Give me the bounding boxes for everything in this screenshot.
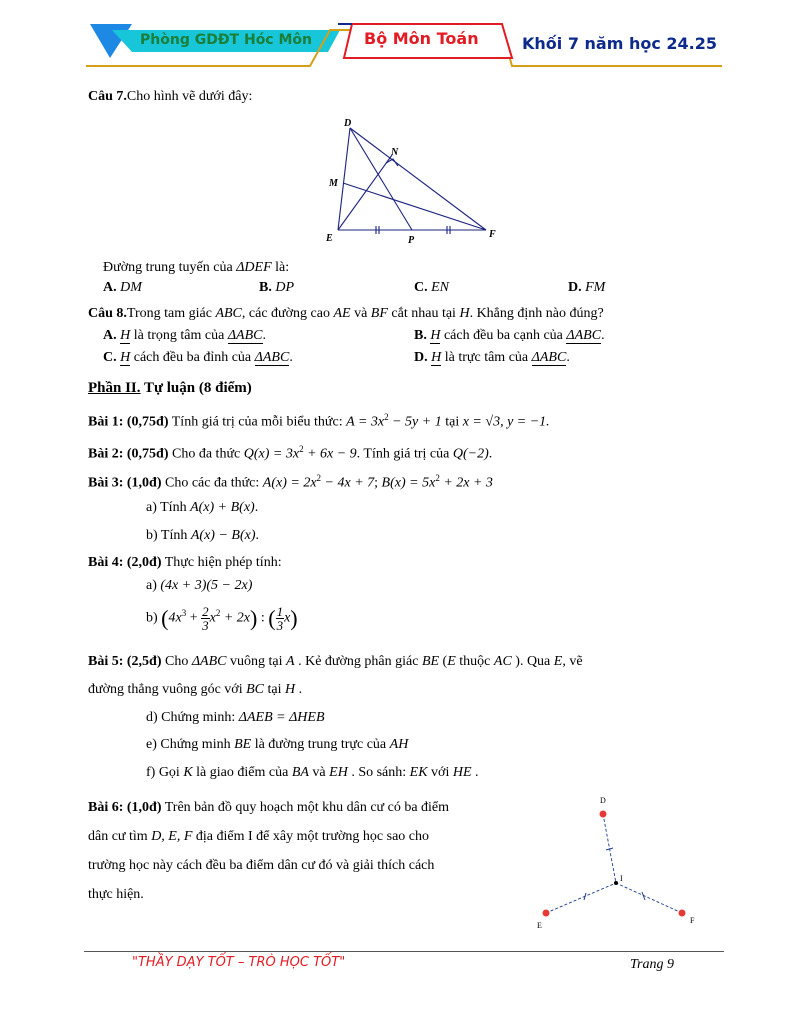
bai6-point-f [679, 910, 686, 917]
q7-heading [88, 89, 252, 105]
q7-option-value: FM [585, 280, 606, 295]
bai6-point-i [614, 881, 618, 885]
q7-option-c[interactable] [414, 280, 449, 296]
bai1-text: Tính giá trị của mỗi biểu thức: [168, 414, 347, 430]
q8-option-h: H [120, 350, 131, 365]
bai6-l1: Trên bản đồ quy hoạch một khu dân cư có ba điểm [161, 800, 450, 815]
q8-option-key: B. [414, 328, 427, 343]
bai3-sub-b-pre: b) Tính [146, 528, 191, 543]
bai5-math: BA [291, 765, 309, 780]
q8-option-text: cách đều ba đỉnh của [130, 350, 255, 365]
bai6-label: Bài 6: (1,0đ) [88, 800, 162, 815]
bai5-math: BE [421, 654, 440, 669]
bai5-text: vuông tại [226, 654, 287, 669]
bai3-b [146, 528, 259, 544]
bai4-a-pre: a) [146, 578, 161, 593]
bai5-f-end: . [471, 765, 479, 780]
q8-option-key: D. [414, 350, 428, 365]
bai6-line4: thực hiện. [88, 887, 144, 902]
bai5-e-pre: e) Chứng minh [146, 737, 235, 752]
bai5-math: AH [389, 737, 409, 752]
q7-label-f: F [489, 229, 496, 240]
q7-prompt [103, 260, 289, 276]
q7-side-de [338, 128, 350, 230]
bai2-label: Bài 2: (0,75đ) [88, 446, 169, 462]
bai4-plus: + [186, 610, 202, 626]
bai6-label-f: F [690, 916, 695, 925]
q8-option-end: . [262, 328, 266, 343]
bai4-frac-den: 3 [276, 618, 284, 633]
bai5-f-pre: f) Gọi [146, 765, 184, 780]
bai4-b-x: x [284, 610, 291, 626]
q8-label: Câu 8. [88, 306, 127, 321]
q8-option-text: là trọng tâm của [130, 328, 228, 343]
bai1: Bài 1: (0,75đ) Tính giá trị của mỗi biểu thức: $A = 3x^2 - 5y + 1$ tại x = √3, y = −1. [88, 412, 550, 430]
bai2-poly-rest: + 6x − 9 [303, 446, 357, 462]
bai3-a-poly: A(x) = 2x [262, 475, 317, 491]
q7-option-key: D. [568, 280, 582, 295]
bai6-point-d [600, 811, 607, 818]
bai3-label: Bài 3: (1,0đ) [88, 475, 162, 491]
bai3-sep: ; [374, 475, 382, 491]
bai4-div: : [257, 610, 269, 626]
bai5-text: ). Qua [511, 654, 554, 669]
bai3: Bài 3: (1,0đ) Cho các đa thức: $A(x) = 2x^2 - 4x + 7$; $B(x) = 5x^2 + 2x + 3$ [88, 473, 493, 491]
bai1-label: Bài 1: (0,75đ) [88, 414, 169, 430]
bai4-b-term: 4x [168, 610, 182, 626]
bai4-b-x: x [209, 610, 216, 626]
bai6-line1 [88, 793, 520, 822]
bai5-text: . [295, 682, 303, 697]
q7-option-value: EN [431, 280, 450, 295]
bai5-math: A [286, 654, 295, 669]
bai4-frac-num: 2 [202, 604, 209, 619]
q7-option-b[interactable] [259, 280, 294, 296]
q7-label: Câu 7. [88, 89, 127, 104]
bai4-paren-close: ) [290, 605, 298, 631]
q8-text: , các đường cao [241, 306, 334, 321]
bai2-text: Cho đa thức [168, 446, 244, 462]
bai5-d [146, 710, 325, 726]
bai5-math: H [285, 682, 296, 697]
q7-label-d: D [344, 118, 352, 129]
footer-rule [84, 951, 724, 952]
bai5-f-mid: là giao điểm của [192, 765, 292, 780]
q7-option-key: B. [259, 280, 272, 295]
bai4-paren-open: ( [268, 605, 276, 631]
q7-label-n: N [391, 147, 399, 158]
bai5-math: BC [246, 682, 264, 697]
q8-option-triangle: ΔABC [227, 328, 263, 343]
bai5-text: ( [439, 654, 448, 669]
header-subject: Bộ Môn Toán [364, 29, 479, 48]
bai5-math: K [183, 765, 193, 780]
page-header [82, 18, 722, 70]
bai5-math: AC [493, 654, 512, 669]
bai6-line2 [88, 822, 520, 851]
q8-text: và [350, 306, 371, 321]
bai4-frac-2-3 [201, 605, 210, 632]
q7-option-value: DP [275, 280, 295, 295]
q8-option-text: cách đều ba cạnh của [440, 328, 567, 343]
q7-prompt-pre: Đường trung tuyến của [103, 260, 237, 275]
bai1-expr-a: A [346, 414, 355, 430]
bai6-text [88, 793, 520, 909]
bai5-math: EH [329, 765, 348, 780]
bai6-points: D, E, F [151, 829, 193, 844]
bai3-b-poly: B(x) = 5x [381, 475, 436, 491]
footer-slogan: "THẦY DẠY TỐT – TRÒ HỌC TỐT" [132, 955, 346, 970]
bai5-label: Bài 5: (2,5đ) [88, 654, 162, 669]
bai4-frac-num: 1 [276, 604, 284, 619]
bai4-text: Thực hiện phép tính: [161, 555, 282, 570]
q8-math: AE [333, 306, 351, 321]
bai5-d-expr: ΔAEB = ΔHEB [238, 710, 325, 725]
bai6-figure [530, 792, 710, 932]
bai5-text: đường thẳng vuông góc với [88, 682, 247, 697]
header-department: Phòng GDĐT Hóc Môn [140, 32, 312, 48]
bai3-sub-a-pre: a) Tính [146, 500, 191, 515]
bai3-text: Cho các đa thức: [161, 475, 263, 491]
bai5-text: thuộc [455, 654, 494, 669]
q8-option-end: . [566, 350, 570, 365]
part2-heading [88, 380, 252, 397]
bai5-math: ΔABC [191, 654, 227, 669]
bai6-label-d: D [600, 796, 606, 805]
bai2: Bài 2: (0,75đ) Cho đa thức $Q(x) = 3x^2 + 6x - 9$. Tính giá trị của Q(−2). [88, 444, 493, 462]
bai2-poly: Q(x) = 3x [243, 446, 300, 462]
bai1-expr-eq: = 3x [354, 414, 385, 430]
q7-seg-fm [343, 183, 486, 230]
q8-math: H [459, 306, 470, 321]
bai5-math: BE [234, 737, 252, 752]
bai5-line2 [88, 682, 302, 698]
q8-option-h: H [430, 328, 441, 343]
q8-option-triangle: ΔABC [566, 328, 602, 343]
bai5-f-cmp: . So sánh: [347, 765, 410, 780]
q7-prompt-post: là: [271, 260, 290, 275]
bai2-text: . Tính giá trị của [356, 446, 453, 462]
q7-option-d[interactable] [568, 280, 605, 296]
part2-label: Phần II. [88, 380, 141, 396]
bai5-f-and: và [308, 765, 330, 780]
bai4-frac-1-3 [276, 605, 285, 632]
bai3-a-rest: − 4x + 7 [321, 475, 375, 491]
bai1-at: tại [441, 414, 463, 430]
bai4-a-expr: (4x + 3)(5 − 2x) [160, 578, 253, 593]
bai5-math: HE [452, 765, 472, 780]
bai4-b-pre: b) [146, 610, 162, 626]
q7-option-key: A. [103, 280, 117, 295]
q8-text: . Khẳng định nào đúng? [469, 306, 604, 321]
bai3-a [146, 500, 258, 516]
bai6-l2-pre: dân cư tìm [88, 829, 152, 844]
q8-option-h: H [120, 328, 131, 343]
q8-option-b[interactable] [414, 328, 605, 344]
bai6-label-e: E [537, 921, 542, 930]
bai4-b-tail: + 2x [220, 610, 251, 626]
q7-prompt-triangle: ΔDEF [236, 260, 272, 275]
bai6-label-i: I [620, 874, 623, 883]
bai4-label: Bài 4: (2,0đ) [88, 555, 162, 570]
bai3-sub-b-expr: A(x) − B(x) [190, 528, 256, 543]
q7-side-df [350, 128, 486, 230]
q8-text: Trong tam giác [126, 306, 216, 321]
q8-stem [88, 306, 604, 322]
bai1-condition: x = √3, y = −1. [462, 414, 550, 430]
q8-math: BF [370, 306, 388, 321]
bai4-paren-close: ) [250, 605, 258, 631]
bai5-math: EK [409, 765, 428, 780]
bai5-text: tại [264, 682, 285, 697]
bai5-text: , vẽ [562, 654, 583, 669]
bai6-line3: trường học này cách đều ba điểm dân cư đó và giải thích cách [88, 858, 435, 873]
bai4-paren-open: ( [161, 605, 169, 631]
bai5-e-mid: là đường trung trực của [251, 737, 390, 752]
bai6-seg-ei [546, 883, 616, 913]
bai5-math: E [553, 654, 563, 669]
q8-option-h: H [431, 350, 442, 365]
q8-option-key: C. [103, 350, 117, 365]
q8-text: cắt nhau tại [387, 306, 460, 321]
bai5-f-with: với [427, 765, 453, 780]
q8-option-triangle: ΔABC [531, 350, 567, 365]
q7-label-p: P [408, 235, 415, 246]
q7-option-a[interactable] [103, 280, 142, 296]
bai4-frac-den: 3 [202, 618, 209, 633]
q7-label-e: E [326, 233, 333, 244]
bai4-exp: 3 [181, 608, 187, 619]
q8-option-a[interactable] [103, 328, 266, 344]
bai5-math: E [447, 654, 456, 669]
bai6-seg-fi [616, 883, 682, 913]
q8-option-c[interactable] [103, 350, 293, 366]
part2-title: Tự luận (8 điểm) [140, 380, 252, 396]
bai6-point-e [543, 910, 550, 917]
bai2-end: . [488, 446, 493, 462]
q8-option-key: A. [103, 328, 117, 343]
q7-label-m: M [329, 178, 338, 189]
bai4 [88, 555, 282, 571]
header-grade: Khối 7 năm học 24.25 [522, 34, 718, 53]
bai3-b-rest: + 2x + 3 [439, 475, 493, 491]
q8-option-d[interactable] [414, 350, 570, 366]
q8-option-text: là trực tâm của [441, 350, 532, 365]
bai3-sub-a-expr: A(x) + B(x) [190, 500, 255, 515]
bai5-text: Cho [161, 654, 192, 669]
bai4-exp: 2 [215, 608, 221, 619]
q7-seg-en [338, 155, 392, 230]
bai5-line1 [88, 654, 583, 670]
q8-option-triangle: ΔABC [254, 350, 290, 365]
q8-option-end: . [289, 350, 293, 365]
q7-text: Cho hình vẽ dưới đây: [126, 89, 253, 104]
bai5-f [146, 765, 479, 781]
bai5-d-pre: d) Chứng minh: [146, 710, 239, 725]
q8-option-end: . [601, 328, 605, 343]
bai5-e [146, 737, 408, 753]
bai1-expr-rest: − 5y + 1 [388, 414, 442, 430]
bai2-value: Q(−2) [452, 446, 489, 462]
q8-math: ABC [215, 306, 242, 321]
q7-option-key: C. [414, 280, 428, 295]
q7-figure [322, 116, 502, 246]
footer-page-number: Trang 9 [630, 957, 674, 972]
bai4-a [146, 578, 252, 594]
bai3-dot: . [255, 528, 259, 543]
q7-seg-dp [350, 128, 412, 230]
bai3-dot: . [254, 500, 259, 515]
q7-option-value: DM [120, 280, 142, 295]
bai6-l2-post: địa điểm I để xây một trường học sao cho [192, 829, 430, 844]
bai4-b [146, 605, 298, 645]
bai5-text: . Kẻ đường phân giác [294, 654, 422, 669]
